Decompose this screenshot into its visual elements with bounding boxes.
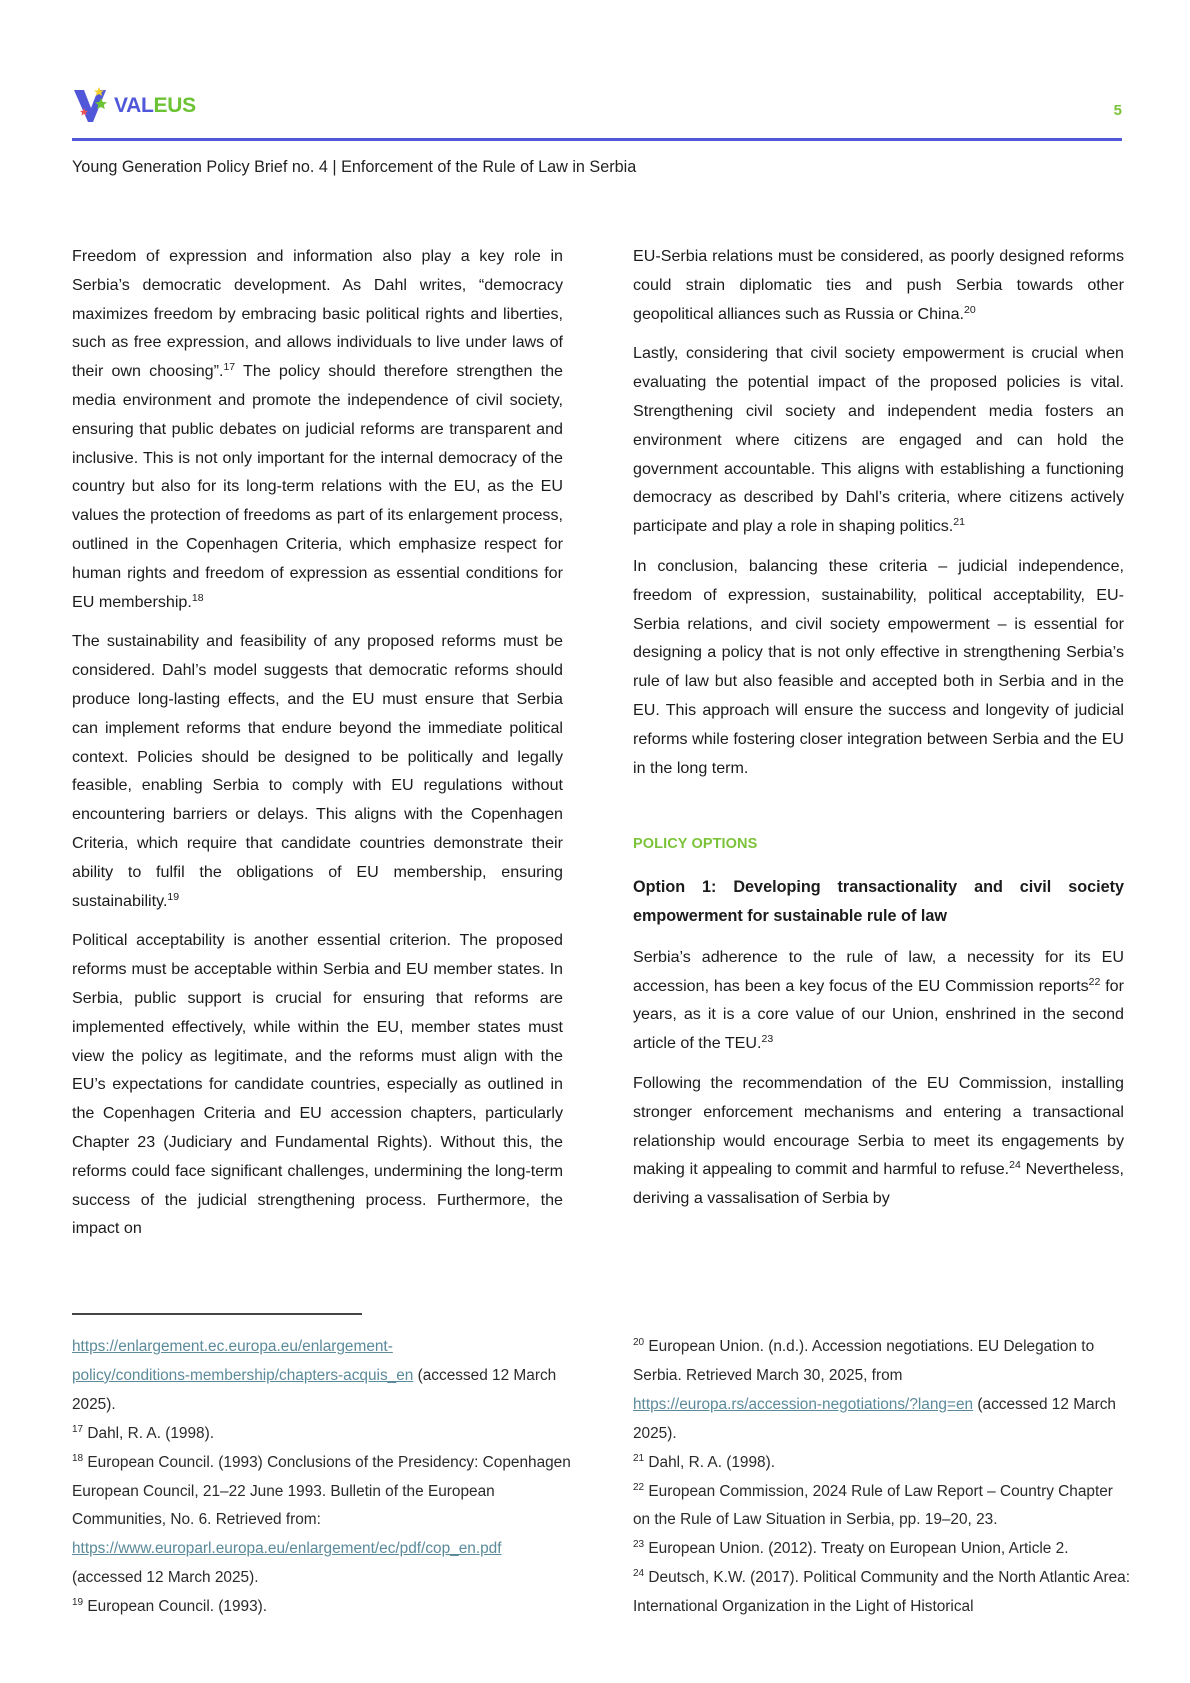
footnote-18: $^{18}$ European Council. (1993) Conclusions of the Presidency: Copenhagen European Council, 21–22 June 1993. Bulletin of the European Communities, No. 6. Retrieved from: https://www.europarl.europa.eu/enlargement/ec/pdf/cop_en.pdf (accessed 12 March 2025).	[72, 1452, 571, 1587]
option-1-title: Option 1: Developing transactionality and civil society empowerment for sustainable rule of law	[633, 878, 1124, 925]
right-column	[633, 242, 1124, 1224]
footnote-22: $^{22}$ European Commission, 2024 Rule of Law Report – Country Chapter on the Rule of Law Situation in Serbia, pp. 19–20, 23.	[633, 1481, 1113, 1529]
footnote-ref-17[interactable]: 17	[223, 361, 236, 374]
footnote-link-enlargement[interactable]: https://enlargement.ec.europa.eu/enlargement- policy/conditions-membership/chapters-acquis_en	[72, 1338, 414, 1384]
footnote-20: $^{20}$ European Union. (n.d.). Accession negotiations. EU Delegation to Serbia. Retrieved March 30, 2025, from https://europa.rs/accession-negotiations/?lang=en (accessed 12 March 2025).	[633, 1337, 1116, 1442]
header-divider	[72, 138, 1122, 141]
page-number: 5	[1113, 102, 1122, 119]
paragraph-rule-of-law-adherence: Serbia’s adherence to the rule of law, a necessity for its EU accession, has been a key focus of the EU Commission reports$^{22}$ for years, as it is a core value of our Union, enshrined in the second article of the TEU.$^{23}$	[633, 947, 1124, 1053]
footnote-continued: https://enlargement.ec.europa.eu/enlargement- policy/conditions-membership/chapters-acquis_en (accessed 12 March 2025).	[72, 1338, 557, 1413]
footnote-separator	[72, 1313, 362, 1315]
footnote-ref-20[interactable]: 20	[964, 303, 976, 316]
footnotes-left	[72, 1333, 572, 1622]
paragraph-eu-serbia-relations: EU-Serbia relations must be considered, as poorly designed reforms could strain diplomatic ties and push Serbia towards other geopolitical alliances such as Russia or China.$^{20}$	[633, 247, 1124, 323]
logo-wordmark: VALEUS	[114, 94, 196, 117]
paragraph-political-acceptability: Political acceptability is another essential criterion. The proposed reforms must be acceptable within Serbia and EU member states. In Serbia, public support is crucial for ensuring that reforms are implemented effectively, while within the EU, member states must view the policy as legitimate, and the reforms must align with the EU’s expectations for candidate countries, especially as outlined in the Copenhagen Criteria and EU accession chapters, particularly Chapter 23 (Judiciary and Fundamental Rights). Without this, the reforms could face significant challenges, undermining the long-term success of the judicial strengthening process. Furthermore, the impact on	[72, 931, 563, 1238]
footnote-link-europarl[interactable]: https://www.europarl.europa.eu/enlargement/ec/pdf/cop_en.pdf	[72, 1540, 502, 1558]
footnote-24: $^{24}$ Deutsch, K.W. (2017). Political Community and the North Atlantic Area: International Organization in the Light of Historical	[633, 1568, 1131, 1616]
left-column	[72, 242, 563, 1254]
footnote-ref-18[interactable]: 18	[191, 591, 204, 604]
footnote-ref-22[interactable]: 22	[1088, 975, 1101, 988]
footnote-link-europa-rs[interactable]: https://europa.rs/accession-negotiations/?lang=en	[633, 1395, 974, 1413]
section-heading-policy-options: POLICY OPTIONS	[633, 836, 758, 853]
footnote-ref-23[interactable]: 23	[761, 1033, 774, 1046]
paragraph-sustainability: The sustainability and feasibility of any proposed reforms must be considered. Dahl’s model suggests that democratic reforms should produce long-lasting effects, and the EU must ensure that Serbia can implement reforms that endure beyond the immediate political context. Policies should be designed to be politically and legally feasible, enabling Serbia to comply with EU regulations without encountering barriers or delays. This aligns with the Copenhagen Criteria, which require that candidate countries demonstrate their ability to fulfil the obligations of EU membership, ensuring sustainability.$^{19}$	[72, 632, 563, 910]
footnote-17: $^{17}$ Dahl, R. A. (1998).	[72, 1423, 215, 1442]
paragraph-freedom-of-expression: Freedom of expression and information also play a key role in Serbia’s democratic development. As Dahl writes, “democracy maximizes freedom by embracing basic political rights and liberties, such as free expression, and allows individuals to live under laws of their own choosing”.$^{17}$ The policy should therefore strengthen the media environment and promote the independence of civil society, ensuring that public debates on judicial reforms are transparent and inclusive. This is not only important for the internal democracy of the country but also for its long-term relations with the EU, as the EU values the protection of freedoms as part of its enlargement process, outlined in the Copenhagen Criteria, which emphasize respect for human rights and freedom of expression as essential conditions for EU membership.$^{18}$	[72, 247, 563, 611]
valeus-logo	[72, 86, 196, 126]
footnote-21: $^{21}$ Dahl, R. A. (1998).	[633, 1452, 776, 1471]
valeus-v-star-logo-icon	[72, 86, 112, 126]
footnote-23: $^{23}$ European Union. (2012). Treaty on European Union, Article 2.	[633, 1539, 1069, 1558]
footnotes-right	[633, 1333, 1133, 1622]
page-header	[72, 86, 1122, 146]
paragraph-enforcement-mechanisms: Following the recommendation of the EU Commission, installing stronger enforcement mechanisms and entering a transactional relationship would encourage Serbia to meet its engagements by making it appealing to commit and harmful to refuse.$^{24}$ Nevertheless, deriving a vassalisation of Serbia by	[633, 1073, 1125, 1208]
footnote-ref-21[interactable]: 21	[953, 516, 965, 529]
footnote-19: $^{19}$ European Council. (1993).	[72, 1597, 268, 1616]
paragraph-conclusion: In conclusion, balancing these criteria – judicial independence, freedom of expression, sustainability, political acceptability, EU-Serbia relations, and civil society empowerment – is essential for designing a policy that is not only effective in strengthening Serbia’s rule of law but also feasible and accepted both in Serbia and in the EU. This approach will ensure the success and longevity of judicial reforms while fostering closer integration between Serbia and the EU in the long term.	[633, 556, 1124, 777]
paragraph-civil-society: Lastly, considering that civil society empowerment is crucial when evaluating the potential impact of the proposed policies is vital. Strengthening civil society and independent media fosters an environment where citizens are engaged and can hold the government accountable. This aligns with establishing a functioning democracy as described by Dahl’s criteria, where citizens actively participate and play a role in shaping politics.$^{21}$	[633, 344, 1124, 536]
footnote-ref-24[interactable]: 24	[1009, 1159, 1021, 1172]
document-subtitle: Young Generation Policy Brief no. 4 | Enforcement of the Rule of Law in Serbia	[72, 158, 637, 176]
footnote-ref-19[interactable]: 19	[167, 890, 180, 903]
